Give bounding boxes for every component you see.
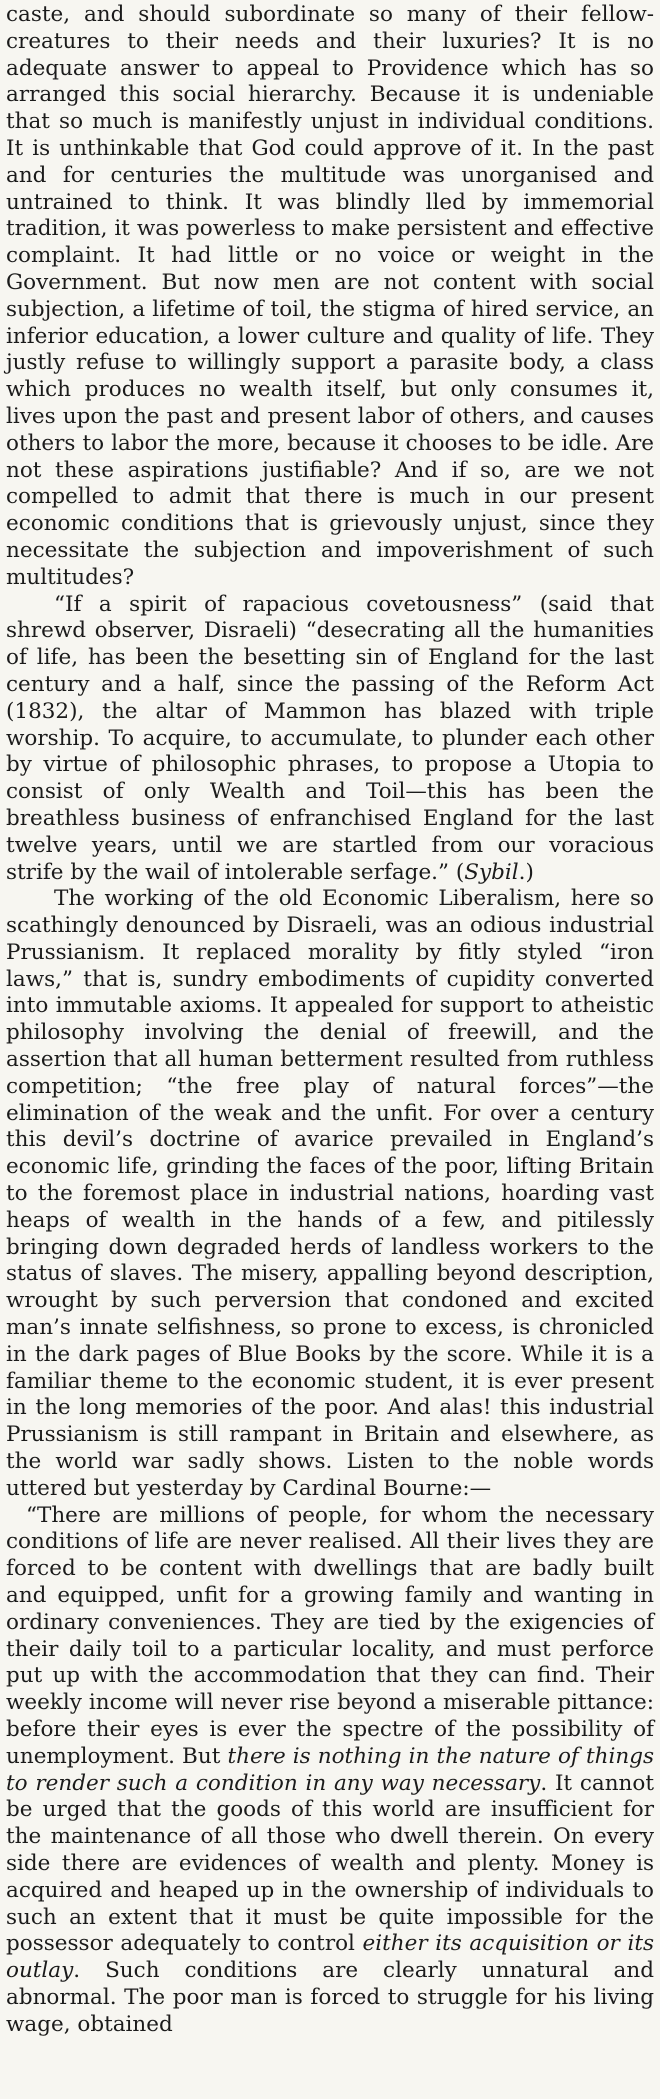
book-title-italic: Sybil xyxy=(464,859,519,885)
emphasis-italic: there is nothing in the nature of things to render such a condition in any way necessary xyxy=(6,1743,654,1796)
paragraph-economic-liberalism xyxy=(6,886,654,1502)
text-segment: “There are millions of people, for whom the necessary conditions of life are never realised. All their lives they are forced to be content with dwellings that are badly built and equipped, unfit for a growing family and wanting in ordinary conveniences. They are tied by the exigencies of their daily toil to a particular locality, and must perforce put up with the accommodation that they can find. Their weekly income will never rise beyond a miserable pittance: before their eyes is ever the spectre of the possibility of unemployment. But xyxy=(6,1502,654,1769)
text-segment: caste, and should subordinate so many of their fellow-creatures to their needs and their luxuries? It is no adequate answer to appeal to Providence which has so arranged this social hierarchy. Because it is undeniable that so much is manifestly unjust in individual conditions. It is unthinkable that God could approve of it. In the past and for centuries the multitude was unorganised and untrained to think. It was blindly lled by immemorial tradition, it was powerless to make persistent and effective complaint. It had little or no voice or weight in the Government. But now men are not content with social subjection, a lifetime of toil, the stigma of hired service, an inferior education, a lower culture and quality of life. They justly refuse to willingly support a parasite body, a class which produces no wealth itself, but only consumes it, lives upon the past and present labor of others, and causes others to labor the more, because it chooses to be idle. Are not these aspirations justifiable? And if so, are we not compelled to admit that there is much in our present economic conditions that is grievously unjust, since they necessitate the subjection and impoverishment of such multitudes? xyxy=(6,2,654,590)
text-segment: The working of the old Economic Liberalism, here so scathingly denounced by Disraeli, was an odious industrial Prussianism. It replaced morality by fitly styled “iron laws,” that is, sundry embodiments of cupidity converted into immutable axioms. It appealed for support to atheistic philosophy involving the denial of freewill, and the assertion that all human betterment resulted from ruthless competition; “the free play of natural forces”—the elimination of the weak and the unfit. For over a century this devil’s doctrine of avarice prevailed in England’s economic life, grinding the faces of the poor, lifting Britain to the foremost place in industrial nations, hoarding vast heaps of wealth in the hands of a few, and pitilessly bringing down degraded herds of landless workers to the status of slaves. The misery, appalling beyond description, wrought by such perversion that condoned and excited man’s innate selfishness, so prone to excess, is chronicled in the dark pages of Blue Books by the score. While it is a familiar theme to the economic student, it is ever present in the long memories of the poor. And alas! this industrial Prussianism is still rampant in Britain and elsewhere, as the world war sadly shows. Listen to the noble words uttered but yesterday by Cardinal Bourne:— xyxy=(6,886,654,1501)
text-segment: . It cannot be urged that the goods of this world are insufficient for the maintenance of all those who dwell therein. On every side there are evidences of wealth and plenty. Money is acquired and heaped up in the ownership of individuals to such an extent that it must be quite impossible for the possessor adequately to control xyxy=(6,1770,654,1957)
text-segment: . Such conditions are clearly unnatural and abnormal. The poor man is forced to struggle for his living wage, obtained xyxy=(6,1958,654,2037)
text-segment: .) xyxy=(518,859,534,885)
paragraph-social-hierarchy xyxy=(6,2,654,592)
paragraph-cardinal-bourne-quote xyxy=(6,1503,654,2039)
paragraph-disraeli-quote xyxy=(6,592,654,887)
text-segment: “If a spirit of rapacious covetousness” (said that shrewd observer, Disraeli) “desecrating all the humanities of life, has been the besetting sin of England for the last century and a half, since the passing of the Reform Act (1832), the altar of Mammon has blazed with triple worship. To acquire, to accumulate, to plunder each other by virtue of philosophic phrases, to propose a Utopia to consist of only Wealth and Toil—this has been the breathless business of enfranchised England for the last twelve years, until we are startled from our voracious strife by the wail of intolerable serfage.” ( xyxy=(6,591,654,885)
text-column xyxy=(6,2,654,2039)
emphasis-italic: either its acquisition or its outlay xyxy=(6,1931,654,1984)
